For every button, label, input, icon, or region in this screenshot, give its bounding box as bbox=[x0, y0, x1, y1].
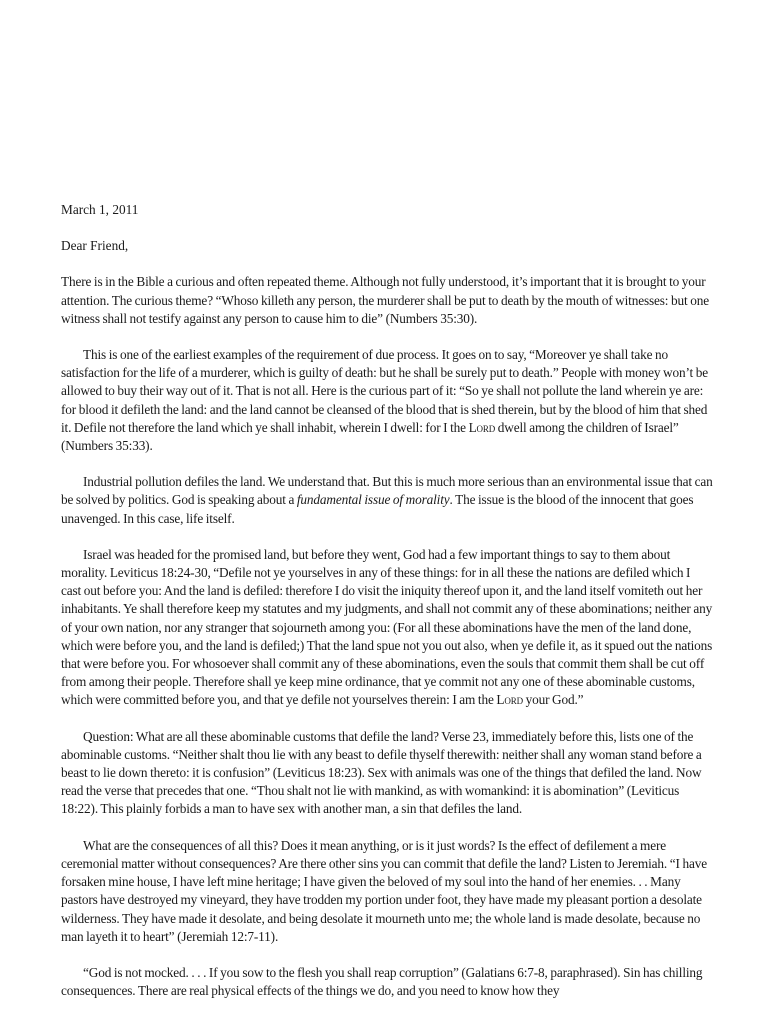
letter-paragraph-3 bbox=[61, 473, 713, 528]
small-caps-text: Lord bbox=[496, 692, 523, 708]
paragraph-text: “God is not mocked. . . . If you sow to the flesh you shall reap corruption” (Galatians 6:7-8, paraphrased). Sin has chilling consequences. There are real physical effects of the things we do, and you need to know how they bbox=[61, 964, 703, 999]
paragraph-text: Question: What are all these abominable customs that defile the land? Verse 23, immediately before this, lists one of the abominable customs. “Neither shalt thou lie with any beast to defile thyself therewith: neither shall any woman stand before a beast to lie down thereto: it is confusion” (Leviticus 18:23). Sex with animals was one of the things that defiled the land. Now read the verse that precedes that one. “Thou shalt not lie with mankind, as with womankind: it is abomination” (Leviticus 18:22). This plainly forbids a man to have sex with another man, a sin that defiles the land. bbox=[61, 728, 702, 817]
paragraph-text: your God.” bbox=[522, 692, 584, 708]
paragraph-text: Israel was headed for the promised land, but before they went, God had a few important things to say to them about morality. Leviticus 18:24-30, “Defile not ye yourselves in any of these things: for in all these the nations are defiled which I cast out before you: And the land is defiled: therefore I do visit the iniquity thereof upon it, and the land itself vomiteth out her inhabitants. Ye shall therefore keep my statutes and my judgments, and shall not commit any of these abominations; neither any of your own nation, nor any stranger that sojourneth among you: (For all these abominations have the men of the land done, which were before you, and the land is defiled;) That the land spue not you out also, when ye defile it, as it spued out the nations that were before you. For whosoever shall commit any of these abominations, even the souls that commit them shall be cut off from among their people. Therefore shall ye keep mine ordinance, that ye commit not any one of these abominable customs, which were committed before you, and that ye defile not yourselves therein: I am the bbox=[61, 546, 713, 708]
letter-paragraph-1 bbox=[61, 273, 713, 328]
paragraph-text: What are the consequences of all this? Does it mean anything, or is it just words? Is the effect of defilement a mere ceremonial matter without consequences? Are there other sins you can commit that defile the land? Listen to Jeremiah. “I have forsaken mine house, I have left mine heritage; I have given the beloved of my soul into the hand of her enemies. . . Many pastors have destroyed my vineyard, they have trodden my portion under foot, they have made my pleasant portion a desolate wilderness. They have made it desolate, and being desolate it mourneth unto me; the whole land is made desolate, because no man layeth it to heart” (Jeremiah 12:7-11). bbox=[61, 837, 707, 944]
letter-body bbox=[61, 201, 713, 1018]
paragraph-text: This is one of the earliest examples of the requirement of due process. It goes on to say, “Moreover ye shall take no satisfaction for the life of a murderer, which is guilty of death: but he shall be surely put to death.” People with money won’t be allowed to buy their way out of it. That is not all. Here is the curious part of it: “So ye shall not pollute the land wherein ye are: for blood it defileth the land: and the land cannot be cleansed of the blood that is shed therein, but by the blood of him that shed it. Defile not therefore the land which ye shall inhabit, wherein I dwell: for I the bbox=[61, 347, 709, 435]
letter-paragraph-6 bbox=[61, 837, 713, 946]
letter-salutation: Dear Friend, bbox=[61, 238, 129, 254]
emphasis-text: fundamental issue of morality bbox=[296, 492, 450, 508]
letter-paragraph-4 bbox=[61, 546, 713, 710]
letter-paragraph-2 bbox=[61, 346, 713, 455]
paragraph-text: dwell among the children of Israel” (Numbers 35:33). bbox=[61, 419, 679, 454]
paragraph-text: Industrial pollution defiles the land. We understand that. But this is much more serious than an environmental issue that can be solved by politics. God is speaking about a bbox=[61, 474, 713, 508]
letter-paragraphs bbox=[61, 273, 713, 1000]
paragraph-text: There is in the Bible a curious and often repeated theme. Although not fully understood, it’s important that it is brought to your attention. The curious theme? “Whoso killeth any person, the murderer shall be put to death by the mouth of witnesses: but one witness shall not testify against any person to cause him to die” (Numbers 35:30). bbox=[61, 274, 709, 326]
letter-paragraph-5 bbox=[61, 728, 713, 819]
letter-paragraph-7 bbox=[61, 964, 713, 1000]
letter-date: March 1, 2011 bbox=[61, 202, 139, 217]
paragraph-text: . The issue is the blood of the innocent that goes unavenged. In this case, life itself. bbox=[61, 492, 694, 526]
small-caps-text: Lord bbox=[468, 419, 496, 435]
